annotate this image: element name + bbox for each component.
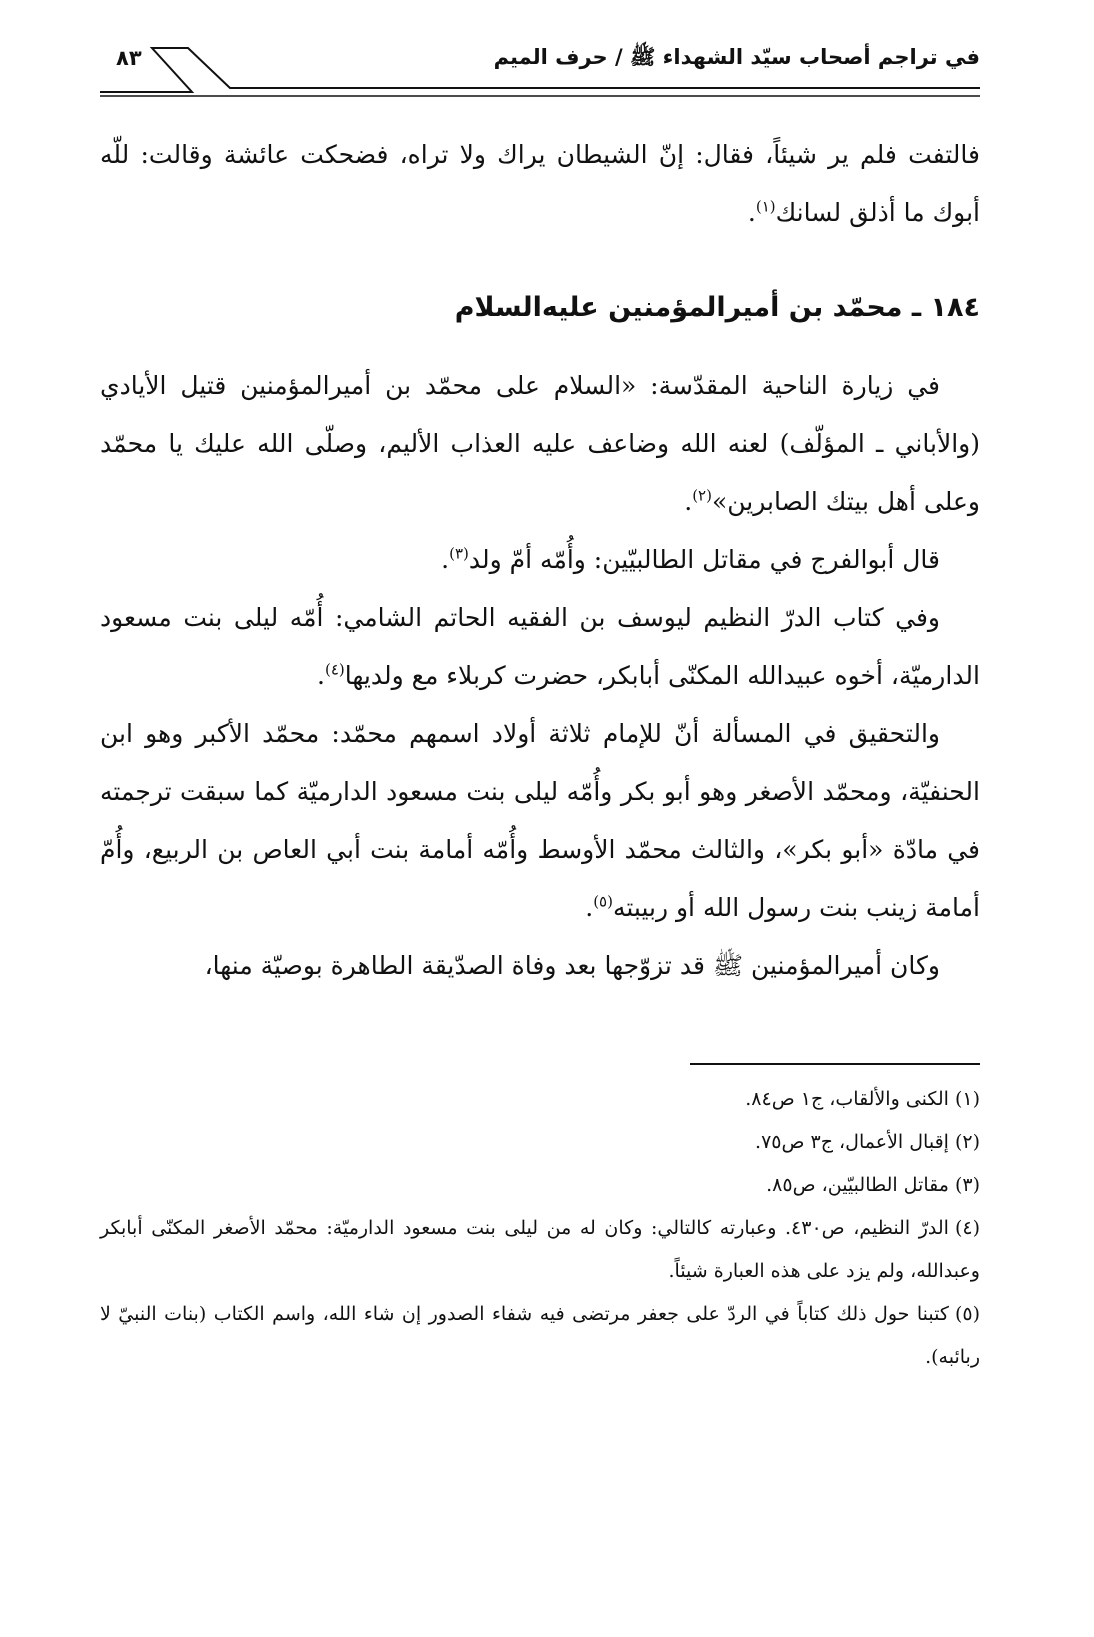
footnote-1 <box>100 1078 980 1121</box>
header-title: في تراجم أصحاب سيّد الشهداء ﷺ / حرف الميم <box>493 45 980 69</box>
footnote-number: (٢) <box>954 1131 980 1153</box>
footnote-ref-3: (٣) <box>449 544 469 563</box>
paragraph-text: وفي كتاب الدرّ النظيم ليوسف بن الفقيه الحاتم الشامي: أُمّه ليلى بنت مسعود الدارميّة، أخوه عبيدالله المكنّى أبابكر، حضرت كربلاء مع ولديها <box>100 603 980 690</box>
paragraph-end: . <box>585 893 594 922</box>
footnote-ref-1: (١) <box>755 197 776 216</box>
paragraph-durr-nazim <box>100 589 980 705</box>
intro-end: . <box>747 198 756 227</box>
main-text <box>100 357 980 995</box>
footnote-text: الكنى والألقاب، ج١ ص٨٤. <box>745 1088 949 1110</box>
footnotes <box>100 1078 980 1379</box>
footnote-number: (٣) <box>954 1174 980 1196</box>
footnote-number: (٥) <box>954 1303 980 1325</box>
footnote-ref-5: (٥) <box>593 892 613 911</box>
paragraph-text: والتحقيق في المسألة أنّ للإمام ثلاثة أولاد اسمهم محمّد: محمّد الأكبر وهو ابن الحنفيّة، ومحمّد الأصغر وهو أبو بكر وأُمّه ليلى بنت مسعود الدارميّة كما سبقت ترجمته في مادّة «أبو بكر»، والثالث محمّد الأوسط وأُمّه أمامة بنت أبي العاص بن الربيع، وأُمّ أمامة زينب بنت رسول الله أو ربيبته <box>100 719 980 922</box>
footnote-separator <box>690 1063 980 1065</box>
paragraph-end: . <box>317 661 325 690</box>
footnote-3 <box>100 1164 980 1207</box>
paragraph-abulfaraj <box>100 531 980 589</box>
paragraph-text: في زيارة الناحية المقدّسة: «السلام على محمّد بن أميرالمؤمنين قتيل الأيادي (والأباني ـ المؤلّف) لعنه الله وضاعف عليه العذاب الأليم، وصلّى الله عليك يا محمّد وعلى أهل بيتك الصابرين» <box>100 371 980 516</box>
footnote-text: مقاتل الطالبيّين، ص٨٥. <box>766 1174 949 1196</box>
paragraph-text: وكان أميرالمؤمنين ﷺ قد تزوّجها بعد وفاة الصدّيقة الطاهرة بوصيّة منها، <box>204 951 940 980</box>
paragraph-ziyara <box>100 357 980 531</box>
intro-block <box>100 126 980 242</box>
footnote-4 <box>100 1207 980 1293</box>
footnote-ref-4: (٤) <box>325 660 345 679</box>
intro-paragraph <box>100 126 980 242</box>
footnote-number: (١) <box>954 1088 980 1110</box>
footnote-ref-2: (٢) <box>692 486 712 505</box>
running-header <box>100 40 980 100</box>
paragraph-end: . <box>441 545 450 574</box>
footnote-number: (٤) <box>954 1217 980 1239</box>
paragraph-text: قال أبوالفرج في مقاتل الطالبيّين: وأُمّه أمّ ولد <box>468 545 940 574</box>
footnote-text: كتبنا حول ذلك كتاباً في الردّ على جعفر مرتضى فيه شفاء الصدور إن شاء الله، واسم الكتاب (بنات النبيّ لا ربائبه). <box>100 1303 980 1368</box>
section-heading: ١٨٤ ـ محمّد بن أميرالمؤمنين عليه‌السلام <box>454 292 980 323</box>
footnote-text: إقبال الأعمال، ج٣ ص٧٥. <box>755 1131 949 1153</box>
paragraph-tahqiq <box>100 705 980 937</box>
footnote-2 <box>100 1121 980 1164</box>
paragraph-marriage <box>100 937 980 995</box>
intro-text: فالتفت فلم ير شيئاً، فقال: إنّ الشيطان يراك ولا تراه، فضحكت عائشة وقالت: للّه أبوك ما أذلق لسانك <box>100 140 980 227</box>
footnote-5 <box>100 1293 980 1379</box>
footnote-text: الدرّ النظيم، ص٤٣٠. وعبارته كالتالي: وكان له من ليلى بنت مسعود الدارميّة: محمّد الأصغر المكنّى أبابكر وعبدالله، ولم يزد على هذه العبارة شيئاً. <box>100 1217 980 1282</box>
page-number: ٨٣ <box>116 46 142 70</box>
paragraph-end: . <box>684 487 693 516</box>
